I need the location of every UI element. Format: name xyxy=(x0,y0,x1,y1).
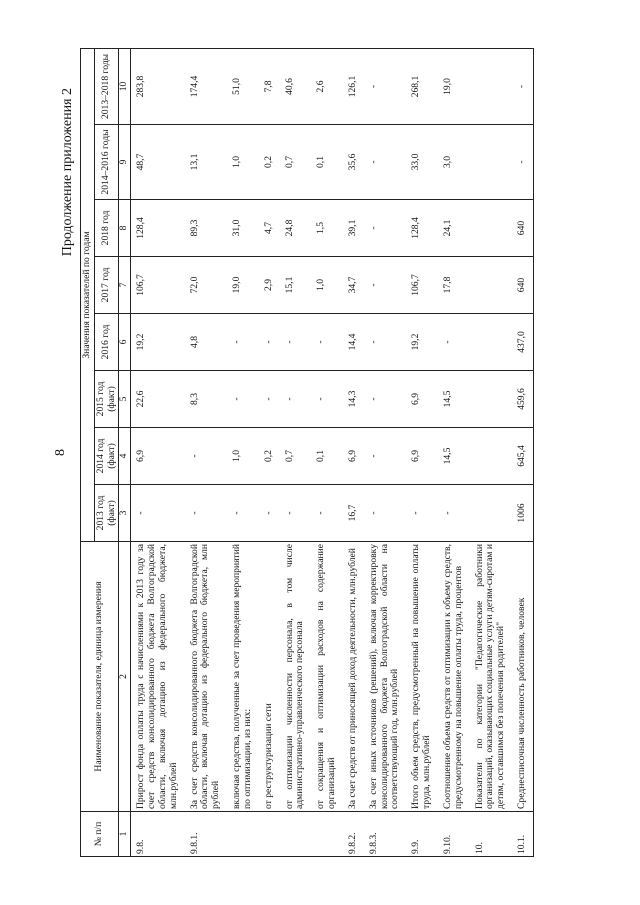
value-cell: 283,8 xyxy=(131,48,185,124)
table-row xyxy=(343,48,364,856)
column-number: 10 xyxy=(119,48,131,124)
value-cell: 0,1 xyxy=(311,125,343,200)
value-cell: - xyxy=(227,314,259,371)
column-number: 8 xyxy=(119,200,131,257)
row-number: 9.9. xyxy=(406,812,438,857)
value-cell: - xyxy=(364,428,406,485)
value-cell: - xyxy=(311,371,343,428)
column-number: 2 xyxy=(119,542,131,812)
value-cell: 48,7 xyxy=(131,125,185,200)
row-name: За счет средств от приносящей доход деятельности, млн.рублей xyxy=(343,542,364,812)
header-year: 2017 год xyxy=(94,257,119,314)
row-name: Итого объем средств, предусмотренный на повышение оплаты труда, млн.рублей xyxy=(406,542,438,812)
row-name: от сокращения и оптимизации расходов на содержание организаций xyxy=(311,542,343,812)
header-year: 2018 год xyxy=(94,200,119,257)
value-cell: 126,1 xyxy=(343,48,364,124)
value-cell: 19,2 xyxy=(131,314,185,371)
value-cell: 106,7 xyxy=(406,257,438,314)
value-cell: - xyxy=(227,485,259,542)
value-cell: 19,0 xyxy=(438,48,470,124)
row-number: 10.1. xyxy=(512,812,533,857)
table-row xyxy=(438,48,470,856)
value-cell: 31,0 xyxy=(227,200,259,257)
row-number xyxy=(259,812,280,857)
value-cell: 33,0 xyxy=(406,125,438,200)
value-cell: - xyxy=(259,371,280,428)
value-cell: 17,8 xyxy=(438,257,470,314)
row-name: Соотношение объема средств от оптимизации к объему средств, предусмотренному на повышение оплаты труда, процентов xyxy=(438,542,470,812)
value-cell: 4,8 xyxy=(185,314,227,371)
row-number xyxy=(227,812,259,857)
value-cell: 14,5 xyxy=(438,371,470,428)
column-number: 5 xyxy=(119,371,131,428)
value-cell: 14,5 xyxy=(438,428,470,485)
value-cell: - xyxy=(227,371,259,428)
row-number: 10. xyxy=(470,812,512,857)
value-cell: 106,7 xyxy=(131,257,185,314)
value-cell xyxy=(470,257,512,314)
value-cell: - xyxy=(406,485,438,542)
table-row xyxy=(227,48,259,856)
column-number: 1 xyxy=(119,812,131,857)
row-name: За счет средств консолидированного бюджета Волгоградской области, включая дотацию из федерального бюджета, млн рублей xyxy=(185,542,227,812)
indicators-table xyxy=(80,48,534,857)
value-cell: - xyxy=(259,314,280,371)
table-row xyxy=(131,48,185,856)
table-row xyxy=(364,48,406,856)
table-row xyxy=(470,48,512,856)
column-number: 6 xyxy=(119,314,131,371)
value-cell: 6,9 xyxy=(343,428,364,485)
value-cell: 437,0 xyxy=(512,314,533,371)
row-number: 9.8.1. xyxy=(185,812,227,857)
value-cell xyxy=(470,314,512,371)
value-cell: - xyxy=(364,314,406,371)
table-row xyxy=(185,48,227,856)
value-cell: - xyxy=(438,485,470,542)
row-number: 9.10. xyxy=(438,812,470,857)
value-cell: 1,0 xyxy=(227,428,259,485)
value-cell: 6,9 xyxy=(406,371,438,428)
row-name: от оптимизации численности персонала, в том числе административно-управленческого персонала xyxy=(280,542,312,812)
row-number: 9.8. xyxy=(131,812,185,857)
value-cell: 22,6 xyxy=(131,371,185,428)
row-name: от реструктуризации сети xyxy=(259,542,280,812)
value-cell: - xyxy=(185,428,227,485)
value-cell: 24,1 xyxy=(438,200,470,257)
value-cell: - xyxy=(280,485,312,542)
value-cell: - xyxy=(364,125,406,200)
value-cell: 2,6 xyxy=(311,48,343,124)
value-cell: 640 xyxy=(512,257,533,314)
value-cell: - xyxy=(280,371,312,428)
value-cell: 51,0 xyxy=(227,48,259,124)
row-number xyxy=(280,812,312,857)
value-cell: 174,4 xyxy=(185,48,227,124)
value-cell: 6,9 xyxy=(131,428,185,485)
row-number xyxy=(311,812,343,857)
value-cell: 0,1 xyxy=(311,428,343,485)
value-cell: 14,4 xyxy=(343,314,364,371)
row-name: Среднесписочная численность работников, человек xyxy=(512,542,533,812)
value-cell: 40,6 xyxy=(280,48,312,124)
value-cell: 89,3 xyxy=(185,200,227,257)
value-cell: 1,0 xyxy=(227,125,259,200)
value-cell: - xyxy=(512,48,533,124)
value-cell: - xyxy=(311,485,343,542)
value-cell: - xyxy=(311,314,343,371)
value-cell: 16,7 xyxy=(343,485,364,542)
page-number: 8 xyxy=(53,449,68,456)
value-cell: 39,1 xyxy=(343,200,364,257)
value-cell: 35,6 xyxy=(343,125,364,200)
value-cell: 0,2 xyxy=(259,428,280,485)
value-cell: 24,8 xyxy=(280,200,312,257)
value-cell: - xyxy=(364,257,406,314)
value-cell: 19,2 xyxy=(406,314,438,371)
row-name: За счет иных источников (решений), включая корректировку консолидированного бюджета Волгоградской области на соответствующий год, млн.рублей xyxy=(364,542,406,812)
value-cell: 13,1 xyxy=(185,125,227,200)
header-year: 2016 год xyxy=(94,314,119,371)
value-cell: 128,4 xyxy=(131,200,185,257)
value-cell: 459,6 xyxy=(512,371,533,428)
header-year: 2014 год (факт) xyxy=(94,428,119,485)
value-cell: 34,7 xyxy=(343,257,364,314)
value-cell: 1,0 xyxy=(311,257,343,314)
value-cell: 7,8 xyxy=(259,48,280,124)
continuation-title: Продолжение приложения 2 xyxy=(60,88,75,257)
table-row xyxy=(406,48,438,856)
row-name: включая средства, полученные за счет проведения мероприятий по оптимизации, из них: xyxy=(227,542,259,812)
value-cell: 128,4 xyxy=(406,200,438,257)
value-cell: 0,2 xyxy=(259,125,280,200)
value-cell: 640 xyxy=(512,200,533,257)
value-cell: - xyxy=(438,314,470,371)
header-year: 2014–2016 годы xyxy=(94,125,119,200)
value-cell: - xyxy=(364,200,406,257)
value-cell xyxy=(470,48,512,124)
row-name: Прирост фонда оплаты труда с начислениями к 2013 году за счет средств консолидированного бюджета Волгоградской области, включая дотацию из федерального бюджета, млн.рублей xyxy=(131,542,185,812)
table-row xyxy=(512,48,533,856)
header-name: Наименование показателя, единица измерения xyxy=(81,542,119,812)
row-number: 9.8.3. xyxy=(364,812,406,857)
column-number: 9 xyxy=(119,125,131,200)
column-number: 7 xyxy=(119,257,131,314)
row-name: Показатели по категории "Педагогические работники организаций, оказывающих социальные услуги детям-сиротам и детям, оставшимся без попечения родителей" xyxy=(470,542,512,812)
header-no: № п/п xyxy=(81,812,119,857)
value-cell: 0,7 xyxy=(280,125,312,200)
table-row xyxy=(311,48,343,856)
header-group-title: Значения показателей по годам xyxy=(81,48,95,541)
value-cell: - xyxy=(512,125,533,200)
header-year: 2015 год (факт) xyxy=(94,371,119,428)
value-cell: 1006 xyxy=(512,485,533,542)
header-year: 2013–2018 годы xyxy=(94,48,119,124)
value-cell: 8,3 xyxy=(185,371,227,428)
value-cell xyxy=(470,125,512,200)
table-row xyxy=(280,48,312,856)
value-cell: 4,7 xyxy=(259,200,280,257)
value-cell: - xyxy=(364,485,406,542)
value-cell: - xyxy=(364,48,406,124)
value-cell xyxy=(470,200,512,257)
value-cell: 2,9 xyxy=(259,257,280,314)
value-cell: 6,9 xyxy=(406,428,438,485)
header-year: 2013 год (факт) xyxy=(94,485,119,542)
column-number: 4 xyxy=(119,428,131,485)
value-cell: 1,5 xyxy=(311,200,343,257)
row-number: 9.8.2. xyxy=(343,812,364,857)
value-cell: 268,1 xyxy=(406,48,438,124)
value-cell: 15,1 xyxy=(280,257,312,314)
value-cell: 72,0 xyxy=(185,257,227,314)
column-number: 3 xyxy=(119,485,131,542)
value-cell: - xyxy=(280,314,312,371)
value-cell: 645,4 xyxy=(512,428,533,485)
value-cell: - xyxy=(131,485,185,542)
value-cell: - xyxy=(259,485,280,542)
value-cell xyxy=(470,428,512,485)
value-cell: 0,7 xyxy=(280,428,312,485)
value-cell: 3,0 xyxy=(438,125,470,200)
value-cell: - xyxy=(185,485,227,542)
value-cell: 14,3 xyxy=(343,371,364,428)
value-cell xyxy=(470,371,512,428)
table-row xyxy=(259,48,280,856)
value-cell: 19,0 xyxy=(227,257,259,314)
value-cell xyxy=(470,485,512,542)
value-cell: - xyxy=(364,371,406,428)
